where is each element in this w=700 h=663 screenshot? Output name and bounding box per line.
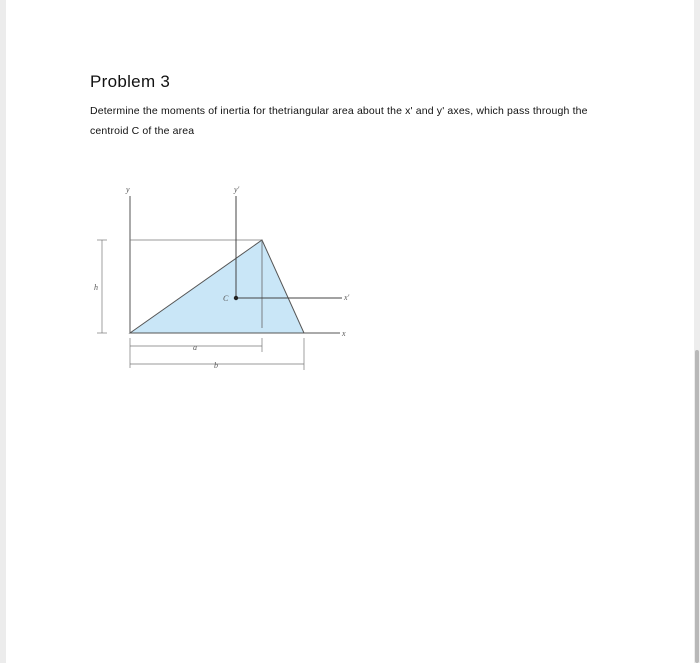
- h-label: h: [94, 283, 98, 292]
- a-label: a: [193, 343, 197, 352]
- scrollbar-track[interactable]: [694, 0, 700, 663]
- x-prime-axis-label: x': [344, 293, 350, 302]
- scrollbar-thumb[interactable]: [695, 350, 699, 663]
- problem-statement: Determine the moments of inertia for thetriangular area about the x' and y' axes, which pass through the centroid C of the area: [90, 105, 588, 137]
- centroid-point: [234, 296, 238, 300]
- b-label: b: [214, 361, 218, 370]
- centroid-label: C: [223, 294, 229, 303]
- x-axis-label: x: [342, 329, 346, 338]
- problem-title: Problem 3: [90, 72, 171, 91]
- triangle-figure: [90, 178, 370, 378]
- y-prime-axis-label: y': [234, 185, 240, 194]
- left-border: [0, 0, 6, 663]
- triangular-area: [130, 240, 304, 333]
- y-axis-label: y: [126, 185, 130, 194]
